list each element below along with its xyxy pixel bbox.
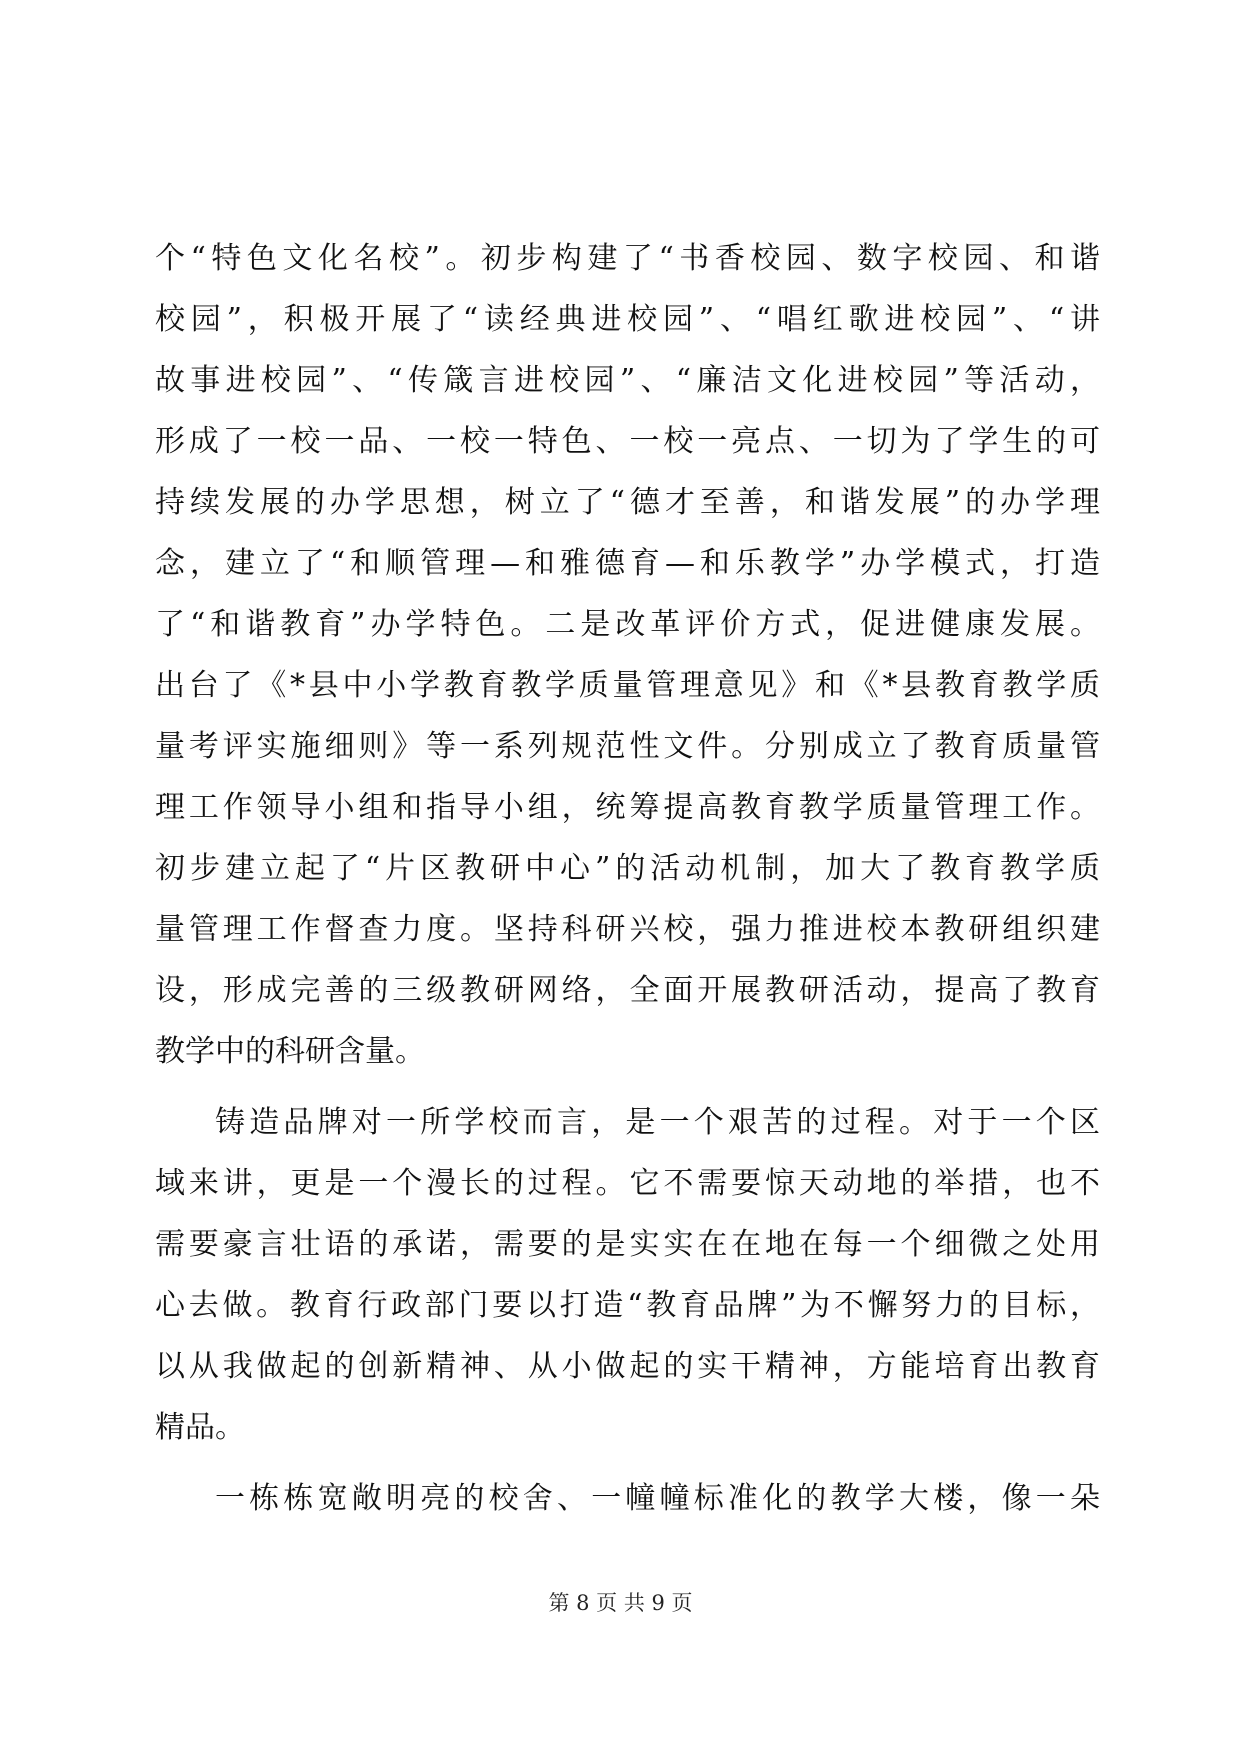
text-line: 初步建立起了“片区教研中心”的活动机制，加大了教育教学质 [155,851,1100,886]
paragraph-3 [155,1468,1100,1529]
text-line: 个“特色文化名校”。初步构建了“书香校园、数字校园、和谐 [155,241,1100,276]
text-line: 持续发展的办学思想，树立了“德才至善，和谐发展”的办学理 [155,485,1100,520]
text-line: 了“和谐教育”办学特色。二是改革评价方式，促进健康发展。 [155,607,1100,642]
text-line: 量考评实施细则》等一系列规范性文件。分别成立了教育质量管 [155,729,1100,764]
paragraph-2 [155,1092,1100,1458]
text-line: 形成了一校一品、一校一特色、一校一亮点、一切为了学生的可 [155,424,1100,459]
text-line: 以从我做起的创新精神、从小做起的实干精神，方能培育出教育 [155,1349,1100,1384]
page-footer [0,1588,1241,1618]
text-line: 量管理工作督查力度。坚持科研兴校，强力推进校本教研组织建 [155,912,1100,947]
paragraph-1 [155,228,1100,1082]
text-line: 理工作领导小组和指导小组，统筹提高教育教学质量管理工作。 [155,790,1100,825]
text-line: 教学中的科研含量。 [155,1034,425,1069]
text-line: 需要豪言壮语的承诺，需要的是实实在在地在每一个细微之处用 [155,1227,1100,1262]
page-number-label: 第 8 页 共 9 页 [548,1591,693,1615]
text-line: 心去做。教育行政部门要以打造“教育品牌”为不懈努力的目标， [155,1288,1100,1323]
text-line: 一栋栋宽敞明亮的校舍、一幢幢标准化的教学大楼，像一朵 [215,1481,1100,1516]
text-line: 设，形成完善的三级教研网络，全面开展教研活动，提高了教育 [155,973,1100,1008]
text-line: 念，建立了“和顺管理—和雅德育—和乐教学”办学模式，打造 [155,546,1100,581]
text-line: 域来讲，更是一个漫长的过程。它不需要惊天动地的举措，也不 [155,1166,1100,1201]
text-line: 校园”，积极开展了“读经典进校园”、“唱红歌进校园”、“讲 [155,302,1100,337]
text-line: 故事进校园”、“传箴言进校园”、“廉洁文化进校园”等活动， [155,363,1100,398]
text-line: 铸造品牌对一所学校而言，是一个艰苦的过程。对于一个区 [215,1105,1100,1140]
text-line: 精品。 [155,1410,245,1445]
text-line: 出台了《*县中小学教育教学质量管理意见》和《*县教育教学质 [155,668,1100,703]
document-body [155,228,1100,1529]
